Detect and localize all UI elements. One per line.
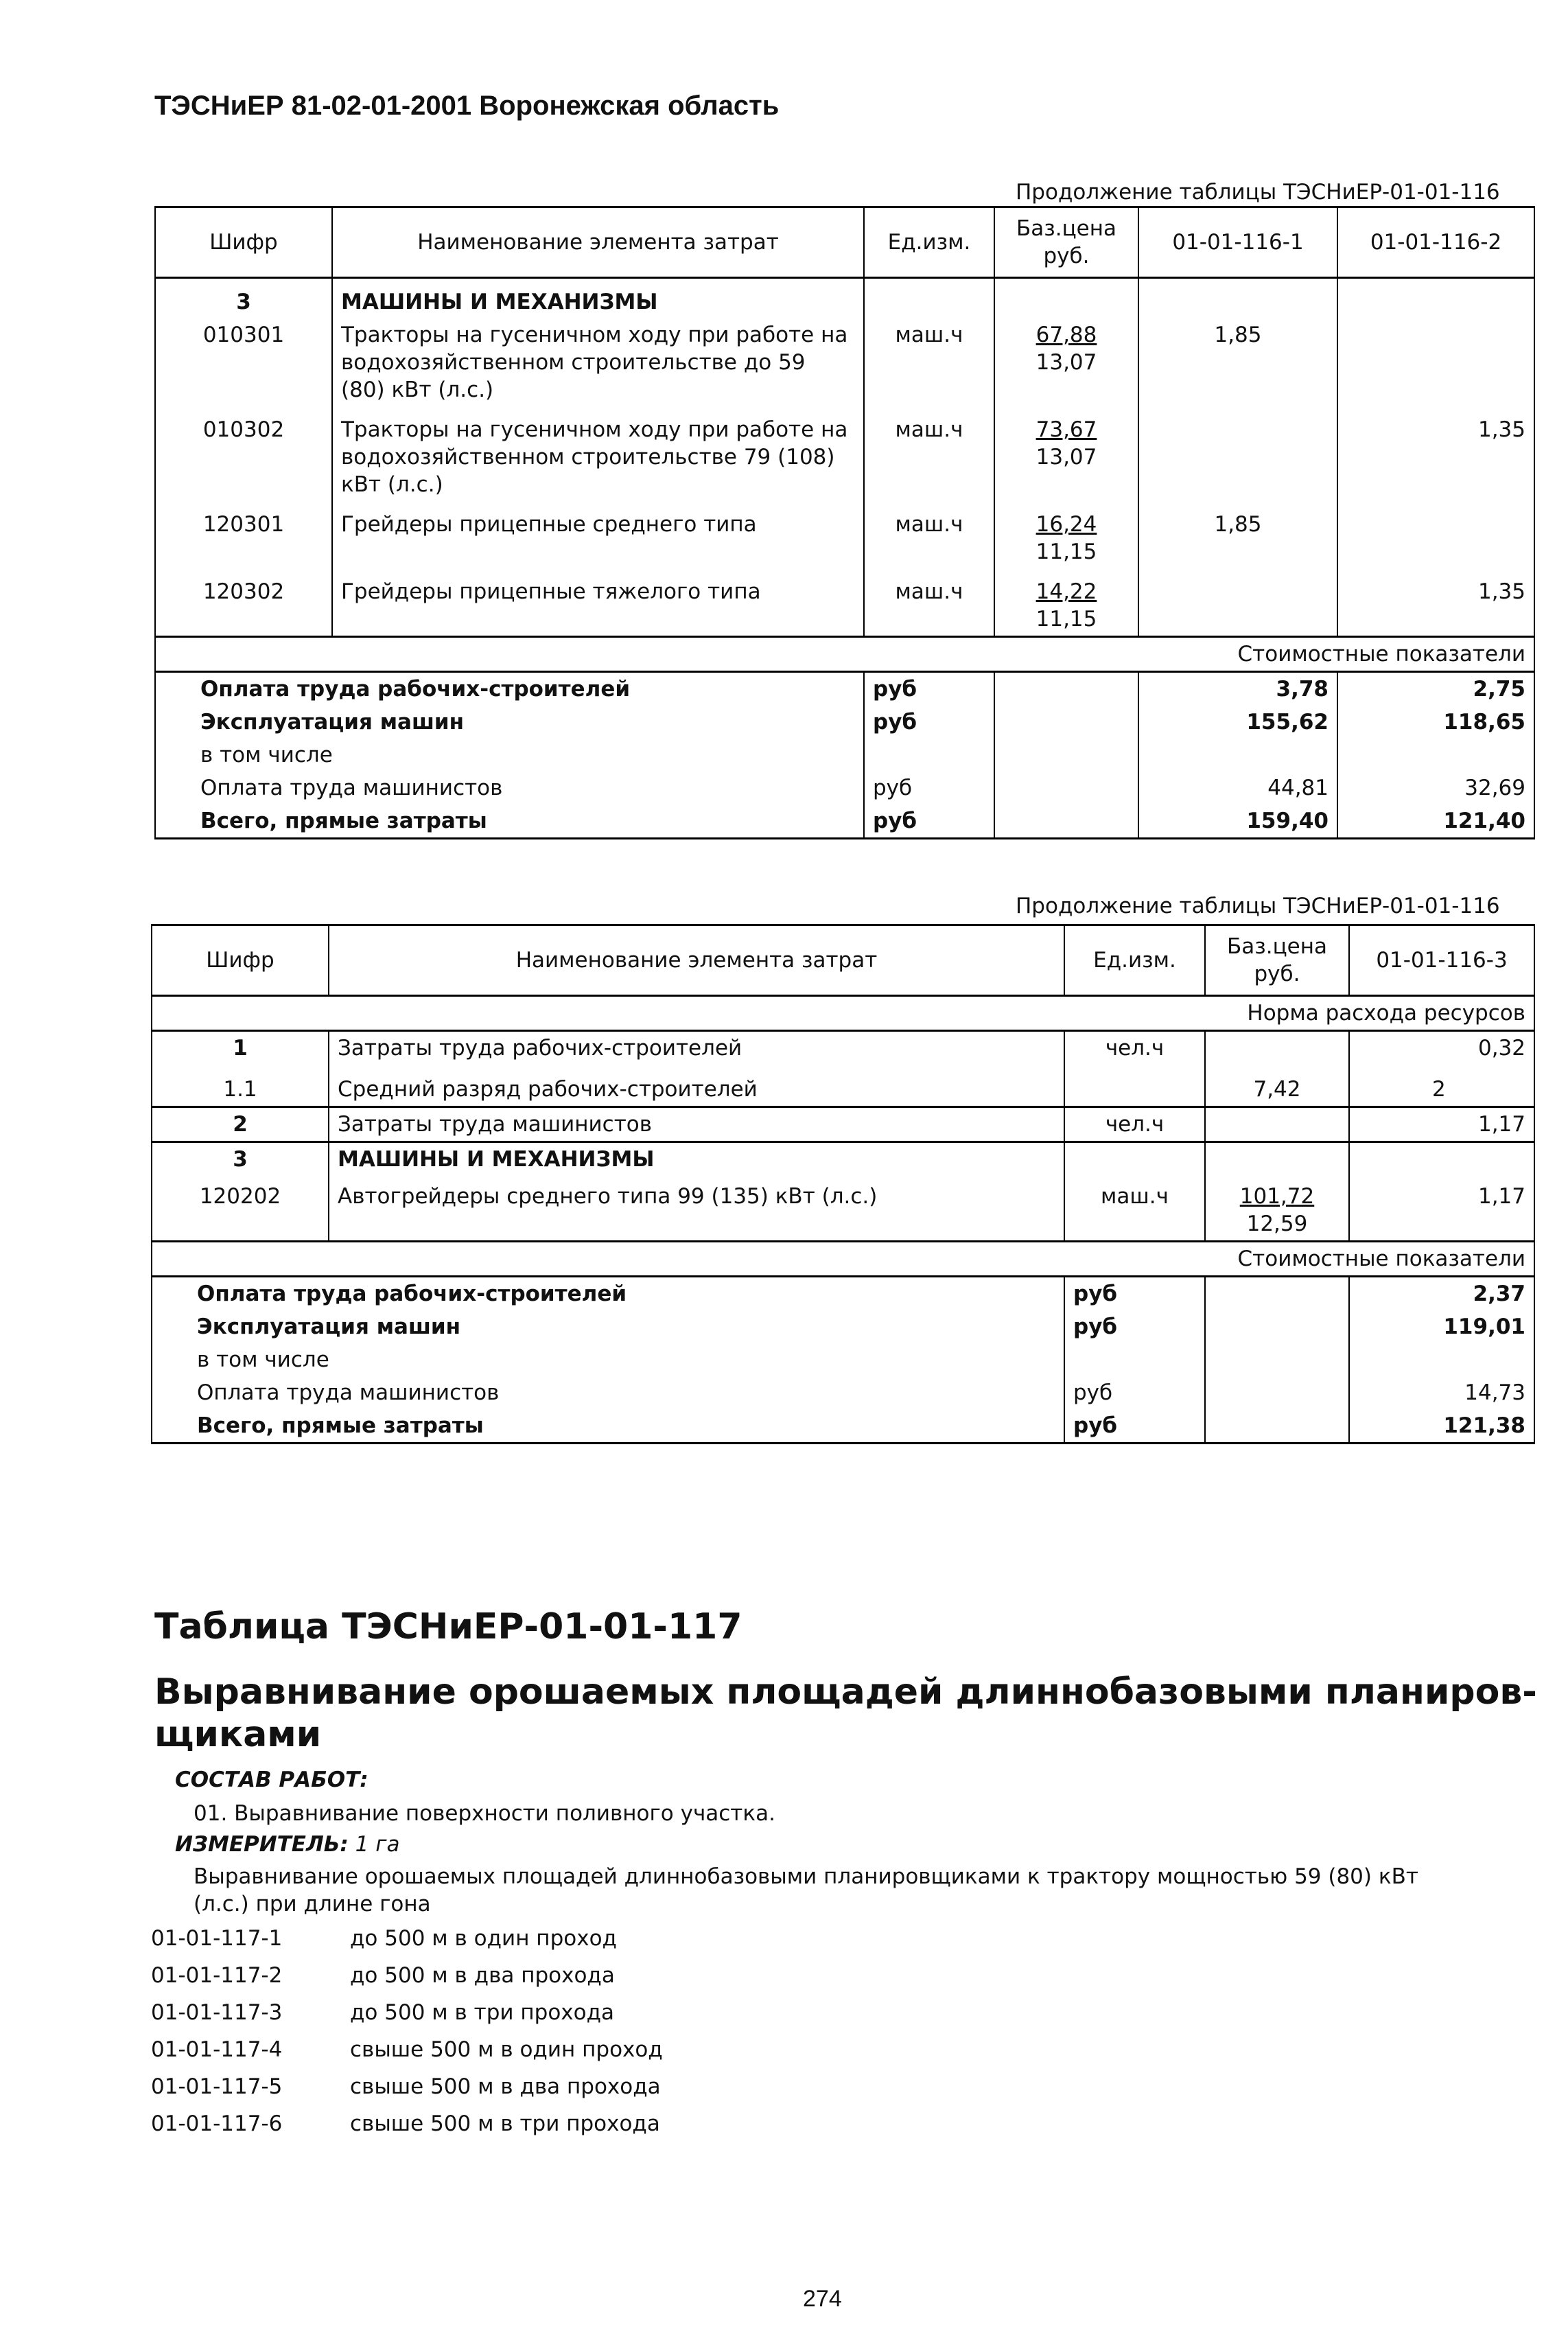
t2-machine-unit: маш.ч: [1064, 1176, 1205, 1242]
t2-row-code: 2: [152, 1107, 329, 1142]
t2-col-name: Наименование элемента затрат: [329, 925, 1064, 996]
t1-row-price: $\frac{16,24}{11,15}$: [1035, 512, 1097, 564]
table-row: [155, 318, 1534, 406]
item-code: 01-01-117-1: [151, 1926, 283, 1951]
item-text: свыше 500 м в один проход: [350, 2037, 663, 2062]
table1: [154, 206, 1535, 839]
list-item: [151, 2074, 661, 2099]
description: Выравнивание орошаемых площадей длиннобазовыми планировщиками к трактору мощностью 59 (80) кВт (л.с.) при длине гона: [194, 1864, 1418, 1916]
t1-cost-v2: 121,40: [1337, 804, 1534, 839]
t1-section-code: 3: [155, 278, 332, 319]
table2: [151, 924, 1535, 1444]
t1-row-code: 010302: [155, 406, 332, 501]
t1-row-code: 120301: [155, 501, 332, 568]
table-row: [152, 1176, 1534, 1242]
item-text: до 500 м в два прохода: [350, 1963, 615, 1988]
t2-cost-v: 14,73: [1349, 1376, 1534, 1409]
t2-row-v: 2: [1349, 1065, 1534, 1107]
t1-cost-v1: 159,40: [1138, 804, 1337, 839]
t1-col-v1: 01-01-116-1: [1138, 207, 1337, 278]
t1-cost-v1: 3,78: [1138, 672, 1337, 706]
table-row: [152, 1310, 1534, 1343]
t2-cost-unit: руб: [1064, 1376, 1205, 1409]
table-row: [155, 706, 1534, 739]
t2-row-name: Средний разряд рабочих-строителей: [329, 1065, 1064, 1107]
table-row: [152, 1277, 1534, 1311]
t1-col-name: Наименование элемента затрат: [332, 207, 864, 278]
t1-row-v1: 1,85: [1138, 318, 1337, 406]
t2-section-row: [152, 1142, 1534, 1177]
t1-row-name: Грейдеры прицепные среднего типа: [332, 501, 864, 568]
t1-row-name: Тракторы на гусеничном ходу при работе на водохозяйственном строительстве 79 (108) кВт (л.с.): [332, 406, 864, 501]
list-item: [151, 1926, 617, 1951]
t1-cost-header-row: [155, 637, 1534, 672]
t2-cost-name: Оплата труда машинистов: [152, 1376, 1064, 1409]
item-code: 01-01-117-4: [151, 2037, 283, 2062]
t1-cost-v2: 118,65: [1337, 706, 1534, 739]
t2-cost-name: Оплата труда рабочих-строителей: [152, 1277, 1064, 1311]
t1-row-v2: 1,35: [1337, 406, 1534, 501]
t2-cost-unit: руб: [1064, 1310, 1205, 1343]
t1-row-name: Грейдеры прицепные тяжелого типа: [332, 568, 864, 637]
t2-col-code: Шифр: [152, 925, 329, 996]
t1-row-unit: маш.ч: [864, 318, 994, 406]
table-row: [155, 772, 1534, 804]
t1-cost-v2: 32,69: [1337, 772, 1534, 804]
list-item: [151, 1963, 615, 1988]
item-text: свыше 500 м в два прохода: [350, 2074, 661, 2099]
table-row: [152, 1343, 1534, 1376]
t1-cost-unit: руб: [864, 772, 994, 804]
t1-cost-name: Оплата труда машинистов: [155, 772, 864, 804]
t1-cost-name: в том числе: [155, 739, 864, 772]
t1-row-v1: [1138, 568, 1337, 637]
t1-row-name: Тракторы на гусеничном ходу при работе на водохозяйственном строительстве до 59 (80) кВт (л.с.): [332, 318, 864, 406]
t1-row-v1: 1,85: [1138, 501, 1337, 568]
t2-row-name: Затраты труда рабочих-строителей: [329, 1031, 1064, 1065]
t2-cost-v: 121,38: [1349, 1409, 1534, 1444]
t2-cost-unit: руб: [1064, 1277, 1205, 1311]
section-subtitle: Выравнивание орошаемых площадей длиннобазовыми планиров- щиками: [154, 1671, 1537, 1755]
t1-row-v2: 1,35: [1337, 568, 1534, 637]
t2-cost-v: 2,37: [1349, 1277, 1534, 1311]
t1-cost-v2: 2,75: [1337, 672, 1534, 706]
t2-cost-header-row: [152, 1242, 1534, 1277]
page-header: ТЭСНиЕР 81-02-01-2001 Воронежская область: [154, 91, 780, 121]
table1-continuation: Продолжение таблицы ТЭСНиЕР-01-01-116: [1016, 180, 1500, 205]
table-row: [152, 1376, 1534, 1409]
table-row: [155, 501, 1534, 568]
list-item: [151, 2000, 614, 2025]
t2-col-price: Баз.цена руб.: [1205, 925, 1349, 996]
t1-cost-name: Эксплуатация машин: [155, 706, 864, 739]
table-row: [155, 672, 1534, 706]
work-label: СОСТАВ РАБОТ:: [175, 1768, 368, 1792]
t1-row-v1: [1138, 406, 1337, 501]
t2-cost-name: Эксплуатация машин: [152, 1310, 1064, 1343]
t1-cost-header: Стоимостные показатели: [1138, 637, 1534, 672]
table-row: [155, 568, 1534, 637]
meter-value: 1 га: [355, 1832, 400, 1857]
item-code: 01-01-117-3: [151, 2000, 283, 2025]
t2-section-code: 3: [152, 1142, 329, 1177]
t1-row-v2: [1337, 501, 1534, 568]
t2-row-name: Затраты труда машинистов: [329, 1107, 1064, 1142]
list-item: [151, 2111, 660, 2136]
table-row: [152, 1065, 1534, 1107]
work-item: 01. Выравнивание поверхности поливного участка.: [194, 1801, 775, 1826]
meter-label: ИЗМЕРИТЕЛЬ:: [175, 1832, 349, 1857]
list-item: [151, 2037, 663, 2062]
t1-row-price: $\frac{14,22}{11,15}$: [1035, 579, 1097, 632]
table-row: [152, 1409, 1534, 1444]
t1-cost-name: Оплата труда рабочих-строителей: [155, 672, 864, 706]
t2-cost-v: 119,01: [1349, 1310, 1534, 1343]
t2-col-unit: Ед.изм.: [1064, 925, 1205, 996]
item-code: 01-01-117-5: [151, 2074, 283, 2099]
t2-section-title: МАШИНЫ И МЕХАНИЗМЫ: [329, 1142, 1064, 1177]
t1-row-price: $\frac{73,67}{13,07}$: [1035, 417, 1097, 470]
t2-row-price: [1205, 1031, 1349, 1065]
t2-machine-name: Автогрейдеры среднего типа 99 (135) кВт (л.с.): [329, 1176, 1064, 1242]
t2-machine-code: 120202: [152, 1176, 329, 1242]
t1-row-unit: маш.ч: [864, 501, 994, 568]
t1-cost-unit: руб: [864, 804, 994, 839]
t2-row-code: 1: [152, 1031, 329, 1065]
table-row: [155, 406, 1534, 501]
t2-machine-v: 1,17: [1349, 1176, 1534, 1242]
t2-row-unit: чел.ч: [1064, 1031, 1205, 1065]
t1-cost-v1: 155,62: [1138, 706, 1337, 739]
t2-col-v: 01-01-116-3: [1349, 925, 1534, 996]
t2-norm-header-row: [152, 996, 1534, 1031]
item-text: до 500 м в три прохода: [350, 2000, 615, 2025]
table-row: [155, 739, 1534, 772]
table-row: [152, 1031, 1534, 1065]
item-text: до 500 м в один проход: [350, 1926, 617, 1951]
t2-row-price: 7,42: [1205, 1065, 1349, 1107]
t1-row-price: $\frac{67,88}{13,07}$: [1035, 323, 1097, 375]
t2-row-v: 0,32: [1349, 1031, 1534, 1065]
t2-cost-header: Стоимостные показатели: [1205, 1242, 1534, 1277]
t2-cost-name: в том числе: [152, 1343, 1064, 1376]
item-code: 01-01-117-6: [151, 2111, 283, 2136]
t2-row-code: 1.1: [152, 1065, 329, 1107]
t2-row-v: 1,17: [1349, 1107, 1534, 1142]
t1-row-code: 010301: [155, 318, 332, 406]
t1-cost-name: Всего, прямые затраты: [155, 804, 864, 839]
page-number: 274: [803, 2286, 842, 2312]
t2-machine-price: $\frac{101,72}{12,59}$: [1239, 1184, 1315, 1236]
t2-cost-unit: руб: [1064, 1409, 1205, 1444]
t1-cost-unit: руб: [864, 706, 994, 739]
t1-cost-unit: руб: [864, 672, 994, 706]
t1-section-title: МАШИНЫ И МЕХАНИЗМЫ: [332, 278, 864, 319]
item-code: 01-01-117-2: [151, 1963, 283, 1988]
t1-col-v2: 01-01-116-2: [1337, 207, 1534, 278]
item-text: свыше 500 м в три прохода: [350, 2111, 660, 2136]
t2-norm-header: Норма расхода ресурсов: [1205, 996, 1534, 1031]
t1-row-unit: маш.ч: [864, 406, 994, 501]
t1-col-price: Баз.цена руб.: [994, 207, 1138, 278]
t2-cost-name: Всего, прямые затраты: [152, 1409, 1064, 1444]
t1-section-row: [155, 278, 1534, 319]
section-title: Таблица ТЭСНиЕР-01-01-117: [154, 1606, 742, 1647]
t1-col-code: Шифр: [155, 207, 332, 278]
table2-continuation: Продолжение таблицы ТЭСНиЕР-01-01-116: [1016, 894, 1500, 918]
t2-row-unit: чел.ч: [1064, 1107, 1205, 1142]
t1-col-unit: Ед.изм.: [864, 207, 994, 278]
table-row: [152, 1107, 1534, 1142]
t1-row-unit: маш.ч: [864, 568, 994, 637]
meter-line: [175, 1831, 400, 1858]
t1-row-code: 120302: [155, 568, 332, 637]
t1-row-v2: [1337, 318, 1534, 406]
t1-cost-v1: 44,81: [1138, 772, 1337, 804]
table-row: [155, 804, 1534, 839]
